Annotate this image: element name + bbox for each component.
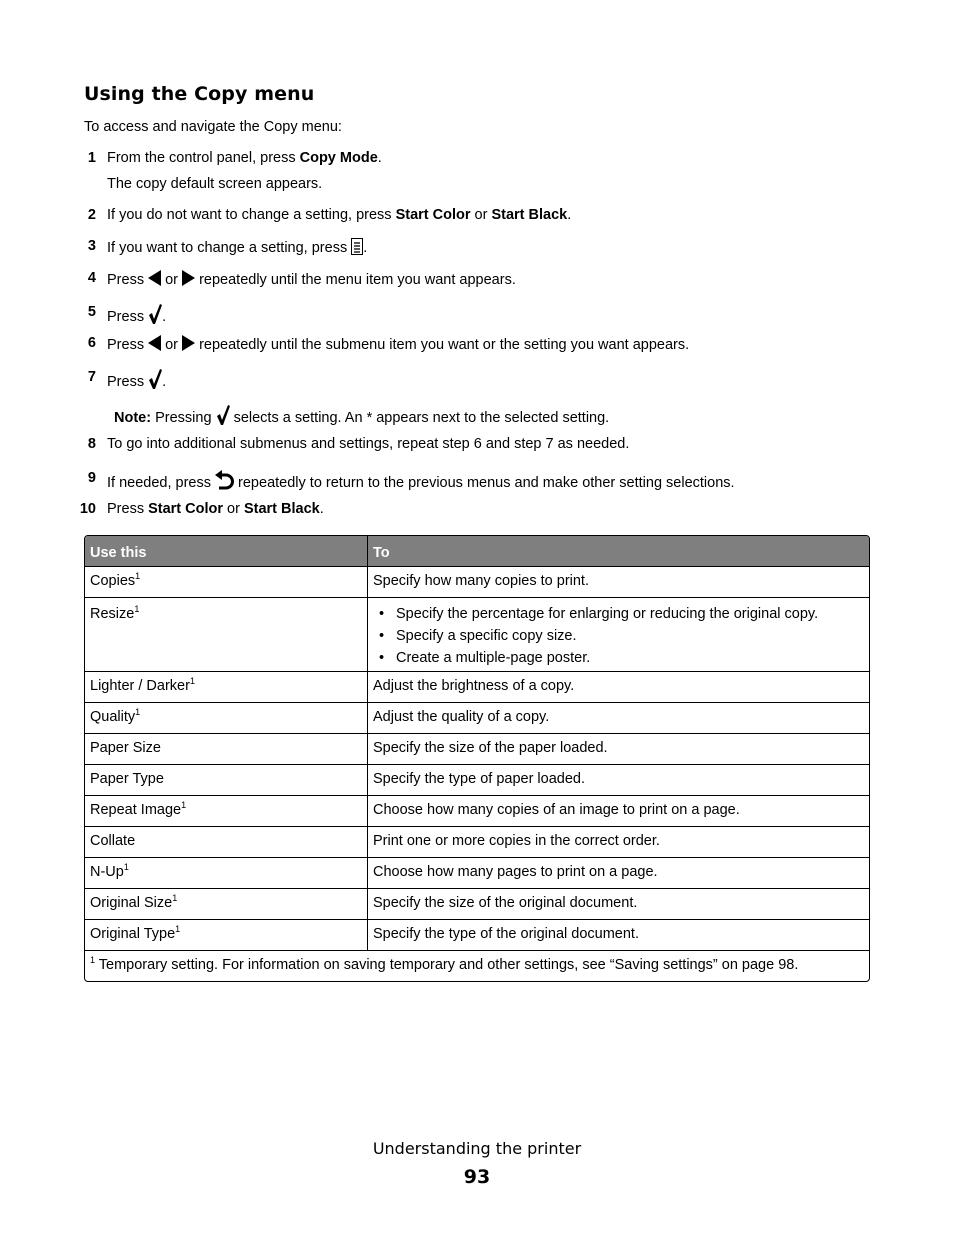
step-text: Press . [107, 304, 166, 328]
step-number: 10 [79, 501, 96, 517]
column-header: To [368, 536, 869, 566]
setting-name: N-Up$^1$ [85, 857, 368, 888]
step-1-result: The copy default screen appears. [107, 176, 323, 192]
setting-description: Choose how many copies of an image to print on a page. [368, 795, 869, 826]
step-text: Press or repeatedly until the submenu item you want or the setting you want appears. [107, 337, 690, 353]
setting-name: Resize$^1$ [85, 597, 368, 671]
setting-name: Original Size$^1$ [85, 888, 368, 919]
step-text: If you do not want to change a setting, press Start Color or Start Black. [107, 207, 572, 223]
setting-name: Lighter / Darker$^1$ [85, 671, 368, 702]
step-number: 2 [87, 207, 96, 223]
checkmark-icon [216, 405, 230, 429]
step-number: 1 [87, 150, 96, 166]
setting-name: Copies$^1$ [85, 566, 368, 597]
left-arrow-icon [148, 270, 161, 286]
column-header: Use this [85, 536, 368, 566]
setting-name: Paper Size [85, 733, 368, 764]
setting-description: Specify how many copies to print. [368, 566, 869, 597]
table-footnote: $^1$ Temporary setting. For information on saving temporary and other settings, see “Saving settings” on page 98. [85, 950, 869, 981]
setting-description: Adjust the quality of a copy. [368, 702, 869, 733]
setting-description: Specify the size of the original document. [368, 888, 869, 919]
setting-description: Adjust the brightness of a copy. [368, 671, 869, 702]
page-number: 93 [463, 1166, 491, 1188]
step-text: If you want to change a setting, press . [107, 238, 367, 259]
table-footnote-row [85, 950, 869, 981]
setting-description: Specify the type of paper loaded. [368, 764, 869, 795]
setting-name: Original Type$^1$ [85, 919, 368, 950]
step-text: Press Start Color or Start Black. [107, 501, 324, 517]
copy-menu-table [84, 535, 870, 982]
table-row [85, 733, 869, 764]
table-row [85, 566, 869, 597]
table-row [85, 702, 869, 733]
setting-name: Collate [85, 826, 368, 857]
setting-description: Choose how many pages to print on a page. [368, 857, 869, 888]
table-row [85, 888, 869, 919]
left-arrow-icon [148, 335, 161, 351]
step-number: 7 [87, 369, 96, 385]
step-number: 4 [87, 270, 96, 286]
table-row [85, 857, 869, 888]
table-row [85, 597, 869, 671]
step-text: From the control panel, press Copy Mode. [107, 150, 382, 166]
menu-icon [351, 238, 363, 259]
table-row [85, 795, 869, 826]
setting-description [368, 597, 869, 671]
step-text: Press or repeatedly until the menu item you want appears. [107, 272, 516, 288]
step-number: 3 [87, 238, 96, 254]
step-text: Press . [107, 369, 166, 393]
note: Note: Pressing selects a setting. An * appears next to the selected setting. [114, 405, 609, 429]
footer-chapter-title: Understanding the printer [372, 1139, 582, 1158]
back-icon [215, 470, 234, 494]
right-arrow-icon [182, 270, 195, 286]
step-text: To go into additional submenus and settings, repeat step 6 and step 7 as needed. [107, 436, 630, 452]
checkmark-icon [148, 304, 162, 328]
step-number: 5 [87, 304, 96, 320]
setting-name: Quality$^1$ [85, 702, 368, 733]
right-arrow-icon [182, 335, 195, 351]
setting-description: Specify the type of the original document. [368, 919, 869, 950]
setting-description: Specify the size of the paper loaded. [368, 733, 869, 764]
setting-name: Repeat Image$^1$ [85, 795, 368, 826]
list-item: • Specify the percentage for enlarging or reducing the original copy. [373, 606, 864, 622]
bullet-list [373, 606, 864, 666]
step-number: 6 [87, 335, 96, 351]
setting-name: Paper Type [85, 764, 368, 795]
step-number: 9 [87, 470, 96, 486]
table-row [85, 826, 869, 857]
page-heading: Using the Copy menu [84, 83, 315, 105]
table-row [85, 671, 869, 702]
table-row [85, 919, 869, 950]
setting-description: Print one or more copies in the correct order. [368, 826, 869, 857]
checkmark-icon [148, 369, 162, 393]
list-item: • Specify a specific copy size. [373, 628, 864, 644]
step-text: If needed, press repeatedly to return to the previous menus and make other setting selections. [107, 470, 735, 494]
table-header-row [85, 536, 869, 566]
table-row [85, 764, 869, 795]
intro-text: To access and navigate the Copy menu: [84, 119, 342, 135]
step-number: 8 [87, 436, 96, 452]
list-item: • Create a multiple-page poster. [373, 650, 864, 666]
